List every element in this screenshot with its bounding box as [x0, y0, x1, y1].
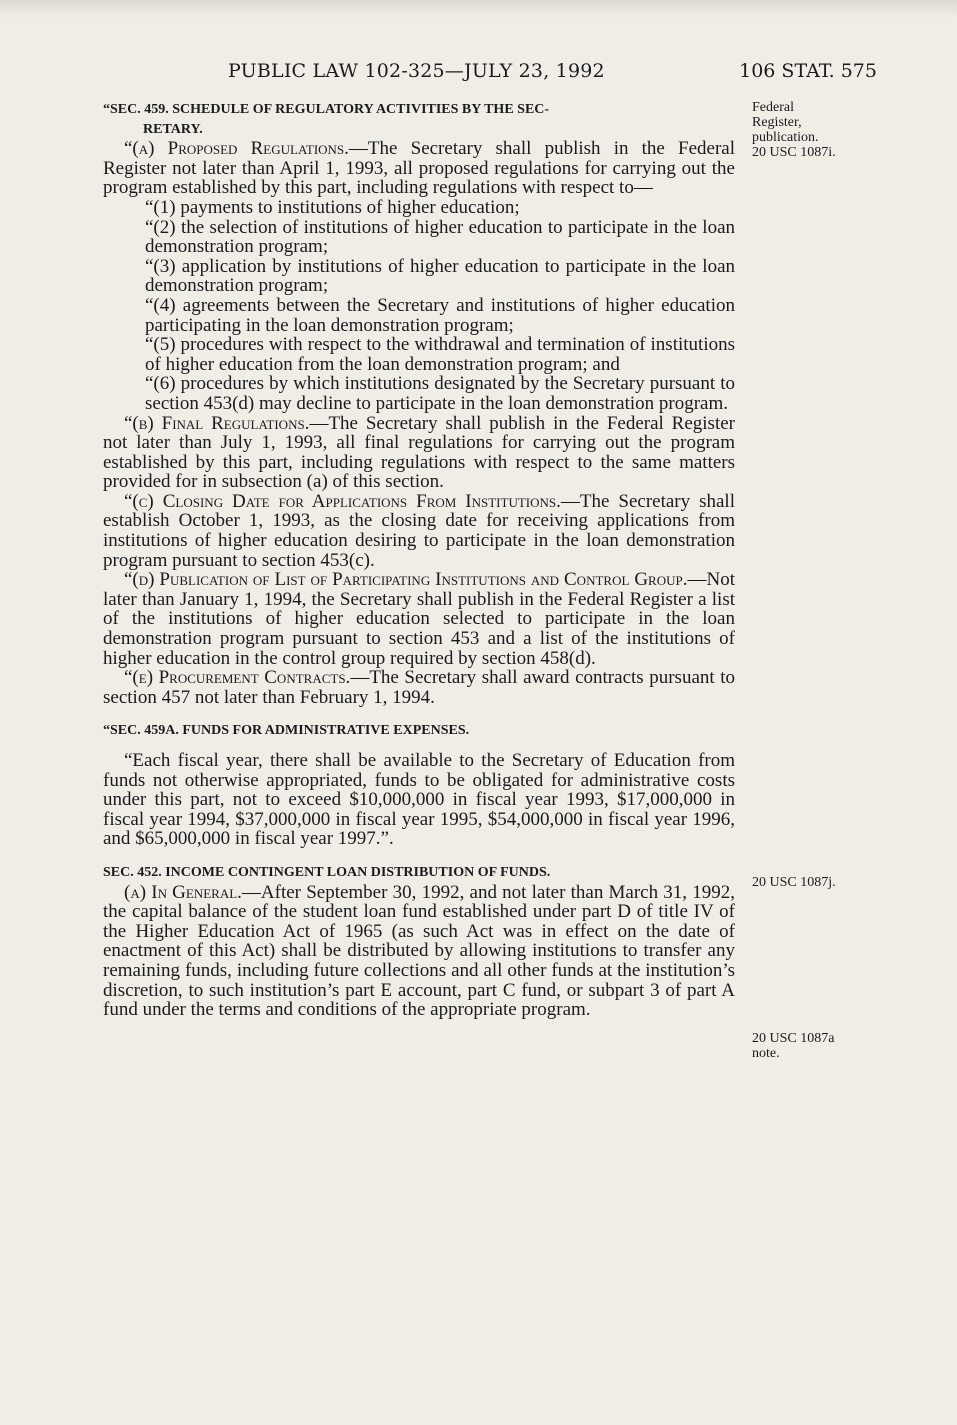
margin-note-federal-register — [752, 100, 882, 160]
list-item: “(3) application by institutions of higher education to participate in the loan demonstration program; — [145, 255, 735, 297]
margin-note-line: 20 USC 1087i. — [752, 145, 836, 160]
subsection-a-label: “(a) Proposed Regulations. — [124, 138, 349, 160]
list-item: “(1) payments to institutions of higher education; — [145, 196, 520, 218]
subsection-a-text: —The Secretary shall publish in the Federal Register not later than April 1, 1993, all proposed regulations for carrying out the program established by this part, including regulations with respect to— — [103, 138, 735, 199]
margin-note-line: publication. — [752, 130, 819, 145]
margin-note-usc-1087a — [752, 1031, 882, 1061]
header-stat: 106 STAT. 575 — [739, 60, 877, 82]
subsection-d — [103, 570, 735, 668]
subsection-d-text: —Not later than January 1, 1994, the Secretary shall publish in the Federal Register a list of the institutions of higher education selected to participate in the loan demonstration program pursuant to section 453 and a list of the institutions of higher education in the control group required by section 458(d). — [103, 569, 735, 669]
margin-note-usc-1087j — [752, 875, 882, 890]
body-text — [103, 100, 735, 1020]
section-459a-heading: “SEC. 459A. FUNDS FOR ADMINISTRATIVE EXPENSES. — [103, 723, 470, 739]
margin-note-line: 20 USC 1087j. — [752, 875, 836, 890]
margin-note-line: Federal — [752, 100, 794, 115]
subsection-d-label: “(d) Publication of List of Participating Institutions and Control Group. — [124, 569, 688, 591]
subsection-b-label: “(b) Final Regulations. — [124, 412, 310, 434]
page-header — [228, 60, 957, 90]
subsection-c-label: “(c) Closing Date for Applications From Institutions. — [124, 490, 561, 512]
margin-note-line: note. — [752, 1046, 780, 1061]
section-452-a-text: —After September 30, 1992, and not later than March 31, 1992, the capital balance of the student loan fund established under part D of title IV of the Higher Education Act of 1965 (as such Act was in effect on the date of enactment of this Act) shall be distributed by allowing institutions to transfer any remaining funds, including future collections and all other funds at the institution’s discretion, to such institution’s part E account, part C fund, or subpart 3 of part A fund under the terms and conditions of the appropriate program. — [103, 881, 735, 1021]
subsection-b-text: —The Secretary shall publish in the Federal Register not later than July 1, 1993, all final regulations for carrying out the program established by this part, including regulations with respect to the same matters provided for in subsection (a) of this section. — [103, 412, 735, 493]
subsection-a — [103, 139, 735, 198]
section-459-heading — [103, 100, 735, 139]
list-item: “(6) procedures by which institutions designated by the Secretary pursuant to section 453(d) may decline to participate in the loan demonstration program. — [145, 373, 735, 414]
margin-note-line: Register, — [752, 115, 802, 130]
section-459-heading-line2: RETARY. — [143, 121, 203, 137]
subsection-c-text: —The Secretary shall establish October 1, 1993, as the closing date for receiving applications from institutions of higher education desiring to participate in the loan demonstration program pursuant to section 453(c). — [103, 490, 735, 571]
list-item: “(4) agreements between the Secretary and institutions of higher education participating in the loan demonstration program; — [145, 294, 735, 336]
section-459a-text: “Each fiscal year, there shall be available to the Secretary of Education from funds not otherwise appropriated, funds to be obligated for administrative costs under this part, not to exceed $10,000,000 in fiscal year 1993, $17,000,000 in fiscal year 1994, $37,000,000 in fiscal year 1995, $54,000,000 in fiscal year 1996, and $65,000,000 in fiscal year 1997.”. — [103, 750, 735, 850]
subsection-e-text: —The Secretary shall award contracts pursuant to section 457 not later than February 1, 1994. — [103, 667, 735, 708]
list-item: “(5) procedures with respect to the withdrawal and termination of institutions of higher education from the loan demonstration program; and — [145, 334, 735, 375]
section-452-heading: SEC. 452. INCOME CONTINGENT LOAN DISTRIBUTION OF FUNDS. — [103, 864, 551, 880]
subsection-c — [103, 492, 735, 570]
header-title: PUBLIC LAW 102-325—JULY 23, 1992 — [228, 60, 605, 82]
margin-note-line: 20 USC 1087a — [752, 1031, 835, 1046]
subsection-e — [103, 668, 735, 707]
list-item: “(2) the selection of institutions of higher education to participate in the loan demonstration program; — [145, 216, 735, 258]
section-452-subsection-a — [103, 883, 735, 1020]
subsection-b — [103, 414, 735, 492]
scan-edge — [0, 0, 957, 18]
section-459-heading-line1: “SEC. 459. SCHEDULE OF REGULATORY ACTIVITIES BY THE SEC- — [103, 102, 550, 117]
section-452-a-label: (a) In General. — [124, 881, 242, 903]
subsection-e-label: “(e) Procurement Contracts. — [124, 667, 351, 689]
